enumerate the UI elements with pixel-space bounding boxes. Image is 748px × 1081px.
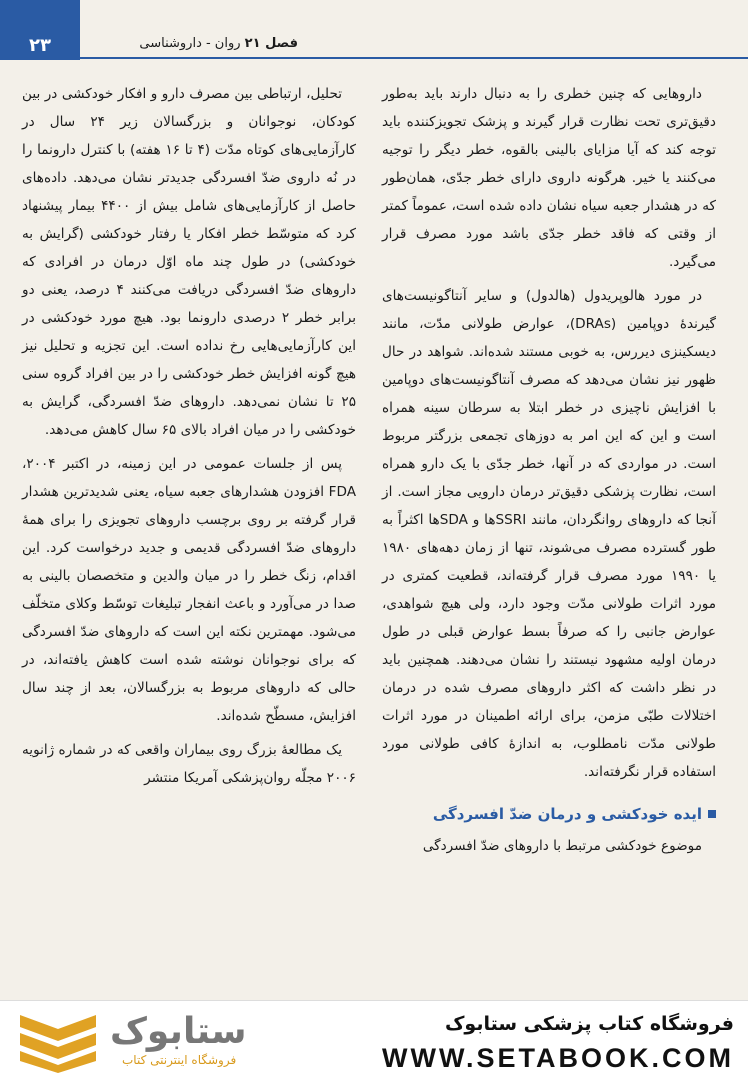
right-column (382, 80, 716, 866)
chapter-title: روان - داروشناسی (139, 36, 241, 51)
right-paragraph-1: داروهایی که چنین خطری را به دنبال دارند باید به‌طور دقیق‌تری تحت نظارت قرار گیرند و پزشک تجویزکننده باید توجه کند که آیا مزایای بالینی بالقوه، خطر دیگر را توجیه می‌کنند یا خیر. هرگونه داروی دارای خطر جدّی، همان‌طور که در هشدار جعبه سیاه نشان داده شده است، عموماً کمتر از وقتی که فاقد خطر جدّی باشد مورد مصرف قرار می‌گیرد. (382, 86, 716, 270)
store-banner (0, 1000, 748, 1081)
right-paragraph-3: موضوع خودکشی مرتبط با داروهای ضدّ افسردگی (422, 838, 702, 854)
left-paragraph-3: یک مطالعهٔ بزرگ روی بیماران واقعی که در شماره ژانویه ۲۰۰۶ مجلّه روان‌پزشکی آمریکا منتشر (22, 742, 356, 786)
logo-subtitle: فروشگاه اینترنتی کتاب (122, 1053, 237, 1067)
page-number: ۲۳ (0, 0, 80, 60)
right-paragraph-2: در مورد هالوپریدول (هالدول) و سایر آنتاگونیست‌های گیرندهٔ دوپامین (DRAs)، عوارض طولانی مدّت، مانند دیسکینزی دیررس، به خوبی مستند شده‌اند. شواهد در حال ظهور نیز نشان می‌دهد که مصرف آنتاگونیست‌های دوپامین با افزایش ناچیزی در خطر ابتلا به سرطان سینه همراه است و این که این امر به دوزهای تجمعی بزرگتر مربوط است. در مواردی که در آنها، خطر جدّی با یک دارو همراه است، نظارت پزشکی دقیق‌تر درمان دارویی مجاز است. از آنجا که داروهای روانگردان، مانند SSRIها و SDAها اکثراً به طور گسترده مصرف می‌شوند، تنها از زمان دهه‌های ۱۹۸۰ یا ۱۹۹۰ مورد مصرف قرار گرفته‌اند، قطعیت کمتری در مورد اثرات طولانی مدّت وجود دارد، ولی هیچ شواهدی، عوارض جانبی را که صرفاً بسط عوارض قبلی در طول درمان اولیه مشهود نیستند را نشان می‌دهند. همچنین باید در نظر داشت که اکثر داروهای مصرف شده در درمان اختلالات طبّی مزمن، برای ارائه اطمینان در مورد اثرات طولانی مدّت نامطلوب، به اندازهٔ کافی طولانی مورد استفاده قرار نگرفته‌اند. (382, 288, 717, 780)
logo-text: ستابوک (110, 1011, 247, 1052)
store-logo[interactable] (18, 1011, 298, 1073)
page-header (0, 0, 748, 60)
store-url-link[interactable]: WWW.SETABOOK.COM (382, 1043, 734, 1073)
chapter-heading (139, 36, 298, 51)
section-heading (382, 800, 716, 828)
chapter-label: فصل ۲۱ (244, 36, 298, 51)
left-column (22, 80, 356, 798)
header-rule (80, 57, 748, 59)
left-paragraph-2: پس از جلسات عمومی در این زمینه، در اکتبر ۲۰۰۴، FDA افزودن هشدارهای جعبه سیاه، یعنی شدیدترین هشدار قرار گرفته بر روی برچسب داروهای تجویزی را برای همهٔ داروهای ضدّ افسردگی قدیمی و جدید درخواست کرد. این اقدام، زنگ خطر را در میان والدین و متخصصان بالینی به صدا در می‌آورد و باعث انفجار تبلیغات توسّط وکلای متخلّف می‌شود. مهمترین نکته این است که داروهای ضدّ افسردگی که برای نوجوانان نوشته شده است کاهش یافته‌اند، در حالی که داروهای مربوط به بزرگسالان، بعد از چند سال افزایش، مسطّح شده‌اند. (22, 456, 356, 724)
store-name: فروشگاه کتاب پزشکی ستابوک (444, 1013, 734, 1035)
square-bullet-icon (708, 810, 716, 818)
section-heading-text: ایده خودکشی و درمان ضدّ افسردگی (432, 805, 702, 823)
left-paragraph-1: تحلیل، ارتباطی بین مصرف دارو و افکار خودکشی در بین کودکان، نوجوانان و بزرگسالان زیر ۲۴ سال در کارآزمایی‌های کوتاه مدّت (۴ تا ۱۶ هفته) با کنترل دارونما را در نُه داروی ضدّ افسردگی جدیدتر نشان می‌دهد. داده‌های حاصل از کارآزمایی‌های شامل بیش از ۴۴۰۰ بیمار پیشنهاد کرد که متوسّط خطر افکار یا رفتار خودکشی (گرایش به خودکشی) در طول چند ماه اوّل درمان در افرادی که داروهای ضدّ افسردگی دریافت می‌کنند ۴ درصد، یعنی دو برابر خطر ۲ درصدی دارونما بود. هیچ مورد خودکشی در این کارآزمایی‌هایی رخ نداده است. این تجزیه و تحلیل نیز هیچ گونه افزایش خطر خودکشی را در بین افراد گروه سنی ۲۵ تا نشان نمی‌دهد. داروهای ضدّ افسردگی، گرایش به خودکشی را در میان افراد بالای ۶۵ سال کاهش می‌دهد. (22, 86, 357, 438)
chevron-logo-icon (18, 1011, 98, 1073)
